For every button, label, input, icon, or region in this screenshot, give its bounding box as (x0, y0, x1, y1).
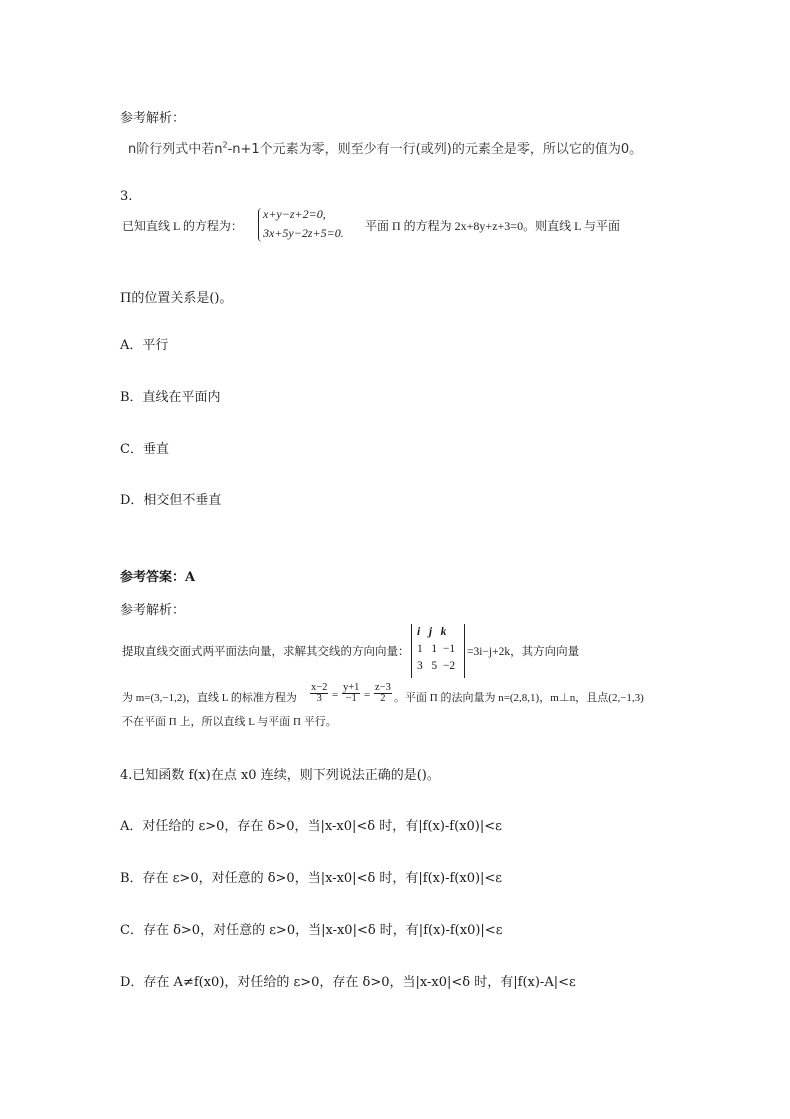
matrix-cell: −2 (442, 660, 456, 672)
q3-option-b: B．直线在平面内 (120, 390, 221, 405)
analysis-text-1a: n阶行列式中若n (128, 142, 223, 157)
analysis-label-1: 参考解析： (120, 111, 186, 126)
matrix-cell: 1 (431, 643, 438, 655)
analysis-text-1 (128, 138, 642, 157)
matrix-cell: i (417, 626, 421, 638)
q3-eq1: x+y−z+2=0, (263, 207, 326, 221)
q4-option-b: B．存在 ε>0，对任意的 δ>0，当|x-x0|<δ 时，有|f(x)-f(x0)|<ε (120, 871, 503, 886)
q3-analysis-line3: 不在平面 Π 上，所以直线 L 与平面 Π 平行。 (122, 716, 337, 728)
fraction-y (342, 683, 360, 704)
q4-option-a: A．对任给的 ε>0，存在 δ>0，当|x-x0|<δ 时，有|f(x)-f(x0)|<ε (120, 819, 502, 834)
q3-option-d: D．相交但不垂直 (120, 493, 222, 508)
matrix-row-1 (417, 626, 465, 638)
q3-analysis-label: 参考解析： (120, 603, 186, 618)
q3-stem-prefix: 已知直线 L 的方程为： (122, 219, 243, 233)
matrix-cell: 1 (417, 643, 423, 655)
fraction-x-num: x−2 (311, 682, 328, 693)
question-4-stem: 4.已知函数 f(x)在点 x0 连续，则下列说法正确的是()。 (120, 768, 440, 783)
q3-analysis-line2a: 为 m=(3,−1,2)，直线 L 的标准方程为 (122, 692, 297, 704)
q3-answer: 参考答案：A (120, 570, 196, 585)
question-3-number: 3. (120, 189, 133, 204)
q4-option-d: D．存在 A≠f(x0)，对任给的 ε>0，存在 δ>0，当|x-x0|<δ 时，有|f(x)-A|<ε (120, 975, 576, 990)
matrix-cell: 3 (417, 660, 423, 672)
fraction-y-num: y+1 (343, 682, 360, 693)
matrix-cell: −1 (442, 643, 456, 655)
matrix-cell: j (428, 626, 433, 638)
eq-sign-2: = (364, 689, 371, 701)
eq-sign-1: = (332, 689, 339, 701)
fraction-z (374, 683, 392, 704)
q3-stem-line2: Π的位置关系是()。 (120, 291, 233, 306)
analysis-sup: 2 (222, 140, 228, 150)
q3-option-a: A．平行 (120, 338, 169, 353)
fraction-x (310, 683, 328, 704)
direction-matrix (411, 624, 465, 678)
q3-analysis-line1: 提取直线交面式两平面法向量，求解其交线的方向向量： (122, 646, 410, 658)
analysis-text-1b: -n+1个元素为零，则至少有一行(或列)的元素全是零，所以它的值为0。 (227, 142, 643, 157)
fraction-y-den: −1 (345, 693, 357, 704)
q3-analysis-line2b: 。平面 Π 的法向量为 n=(2,8,1)，m⊥n，且点(2,−1,3) (394, 692, 644, 704)
fraction-x-den: 3 (316, 693, 322, 704)
fraction-z-den: 2 (380, 693, 386, 704)
q3-eq2: 3x+5y−2z+5=0. (263, 226, 344, 240)
q3-analysis-line1-end: =3i−j+2k，其方向向量 (467, 646, 580, 658)
q3-stem-suffix: 平面 Π 的方程为 2x+8y+z+3=0。则直线 L 与平面 (365, 219, 620, 233)
q3-option-c: C．垂直 (120, 442, 169, 457)
fraction-z-num: z−3 (375, 682, 391, 693)
matrix-cell: 5 (431, 660, 438, 672)
matrix-row-3 (417, 660, 465, 672)
matrix-row-2 (417, 643, 465, 655)
q4-option-c: C．存在 δ>0，对任意的 ε>0，当|x-x0|<δ 时，有|f(x)-f(x0)|<ε (120, 923, 503, 938)
matrix-cell: k (440, 626, 447, 638)
